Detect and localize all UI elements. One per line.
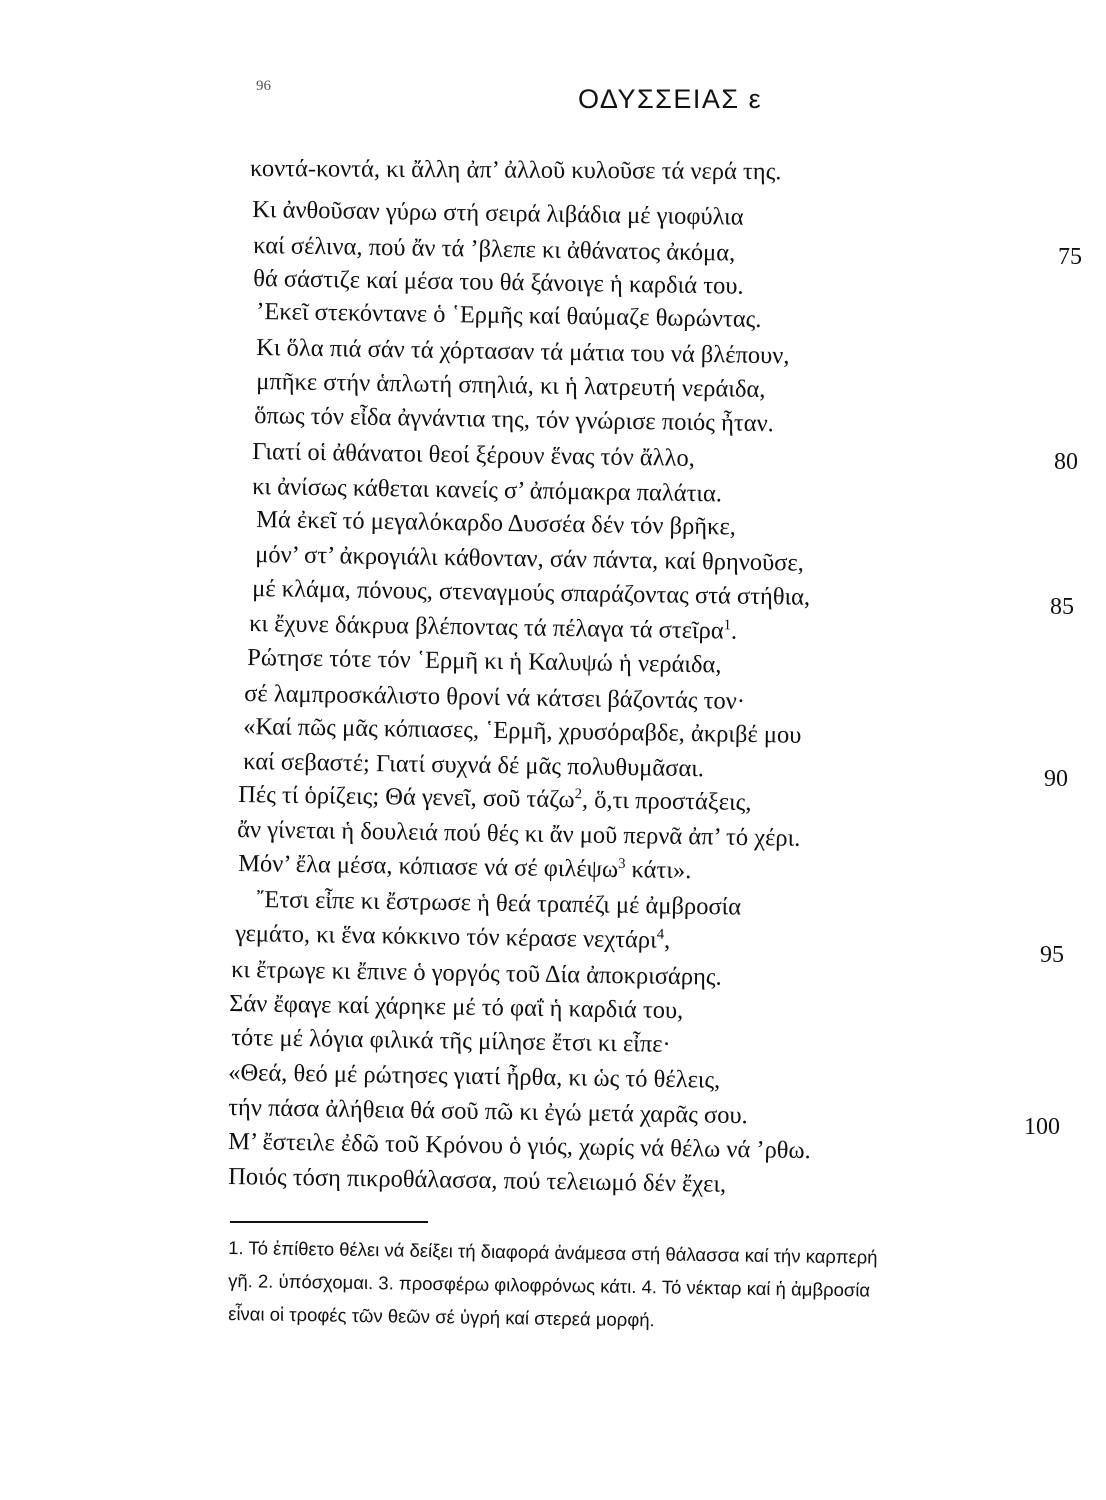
verse-line: σέ λαμπροσκάλιστο θρονί νά κάτσει βάζοντάς τον·: [243, 680, 746, 715]
line-number: 75: [1058, 244, 1082, 270]
verse-line: Πές τί ὁρίζεις; Θά γενεῖ, σοῦ τάζω$^2$, ὅ,τι προστάξεις,: [237, 781, 752, 817]
line-number: 90: [1044, 766, 1068, 792]
verse-line: Μόν’ ἔλα μέσα, κόπιασε νά σέ φιλέψω$^3$ κάτι».: [237, 850, 692, 885]
verse-line: κι ἀνίσως κάθεται κανείς σ’ ἀπόμακρα παλάτια.: [251, 473, 723, 508]
verse-line: ὅπως τόν εἶδα ἀγνάντια της, τόν γνώρισε ποιός ἦταν.: [253, 402, 775, 438]
footnote-line: εἶναι οἱ τροφές τῶν θεῶν σέ ὑγρή καί στερεά μορφή.: [228, 1303, 655, 1331]
verse-line: ἄν γίνεται ἡ δουλειά πού θές κι ἄν μοῦ περνᾶ ἀπ’ τό χέρι.: [236, 816, 801, 852]
verse-line: Γιατί οἱ ἀθάνατοι θεοί ξέρουν ἕνας τόν ἄλλο,: [251, 438, 696, 472]
verse-line: Μά ἐκεῖ τό μεγαλόκαρδο Δυσσέα δέν τόν βρῆκε,: [255, 506, 737, 541]
verse-line: τότε μέ λόγια φιλικά τῆς μίλησε ἔτσι κι εἶπε·: [230, 1024, 671, 1058]
verse-line: Μ’ ἔστειλε ἐδῶ τοῦ Κρόνου ὁ γιός, χωρίς νά θέλω νά ’ρθω.: [227, 1128, 812, 1165]
verse-line: ’Εκεῖ στεκόντανε ὁ ῾Ερμῆς καί θαύμαζε θωρώντας.: [255, 298, 762, 333]
verse-line: Ρώτησε τότε τόν ῾Ερμῆ κι ἡ Καλυψώ ἡ νεράιδα,: [246, 644, 722, 679]
line-number: 100: [1024, 1114, 1060, 1140]
verse-line: Κι ἀνθοῦσαν γύρω στή σειρά λιβάδια μέ γιοφύλια: [251, 196, 744, 231]
footnote-rule: [230, 1221, 428, 1223]
running-head: ΟΔΥΣΣΕΙΑΣ ε: [578, 84, 763, 114]
verse-line: καί σέλινα, πού ἄν τά ’βλεπε κι ἀθάνατος ἀκόμα,: [252, 232, 736, 267]
verse-line: θά σάστιζε καί μέσα του θά ξάνοιγε ἡ καρδιά του.: [252, 265, 744, 300]
verse-line: μόν’ στ’ ἀκρογιάλι κάθονταν, σάν πάντα, καί θρηνοῦσε,: [254, 541, 805, 577]
verse-line: κι ἔχυνε δάκρυα βλέποντας τά πέλαγα τά στεῖρα$^1$.: [248, 610, 738, 645]
verse-line: «Θεά, θεό μέ ρώτησες γιατί ἦρθα, κι ὡς τό θέλεις,: [227, 1059, 721, 1094]
verse-line: κι ἔτρωγε κι ἔπινε ὁ γοργός τοῦ Δία ἀποκρισάρης.: [230, 956, 722, 991]
verse-line: ῎Ετσι εἶπε κι ἔστρωσε ἡ θεά τραπέζι μέ ἀμβροσία: [255, 886, 742, 921]
verse-line: καί σεβαστέ; Γιατί συχνά δέ μᾶς πολυθυμᾶσαι.: [242, 748, 705, 783]
verse-line: τήν πάσα ἀλήθεια θά σοῦ πῶ κι ἐγώ μετά χαρᾶς σου.: [227, 1094, 748, 1130]
line-number: 85: [1050, 594, 1074, 620]
verse-line: κοντά-κοντά, κι ἄλλη ἀπ’ ἀλλοῦ κυλοῦσε τά νερά της.: [249, 155, 782, 186]
verse-line: μέ κλάμα, πόνους, στεναγμούς σπαράζοντας στά στήθια,: [251, 575, 811, 611]
verse-line: Ποιός τόση πικροθάλασσα, πού τελειωμό δέν ἔχει,: [227, 1163, 727, 1198]
verse-line: γεμάτο, κι ἕνα κόκκινο τόν κέρασε νεχτάρι$^4$,: [234, 920, 671, 954]
verse-line: Κι ὅλα πιά σάν τά χόρτασαν τά μάτια του νά βλέπουν,: [255, 334, 790, 370]
line-number: 95: [1040, 942, 1064, 968]
footnote-line: γῆ. 2. ὑπόσχομαι. 3. προσφέρω φιλοφρόνως κάτι. 4. Τό νέκταρ καί ἡ ἀμβροσία: [228, 1270, 871, 1301]
line-number: 80: [1054, 449, 1078, 475]
verse-line: μπῆκε στήν ἁπλωτή σπηλιά, κι ἡ λατρευτή νεράιδα,: [255, 368, 766, 403]
page-number: 96: [256, 78, 271, 94]
verse-line: «Καί πῶς μᾶς κόπιασες, ῾Ερμῆ, χρυσόραβδε, ἀκριβέ μου: [242, 713, 802, 749]
verse-line: Σάν ἔφαγε καί χάρηκε μέ τό φαΐ ἡ καρδιά του,: [228, 990, 684, 1025]
footnote-line: 1. Τό ἐπίθετο θέλει νά δείξει τή διαφορά ἀνάμεσα στή θάλασσα καί τήν καρπερή: [228, 1237, 878, 1268]
